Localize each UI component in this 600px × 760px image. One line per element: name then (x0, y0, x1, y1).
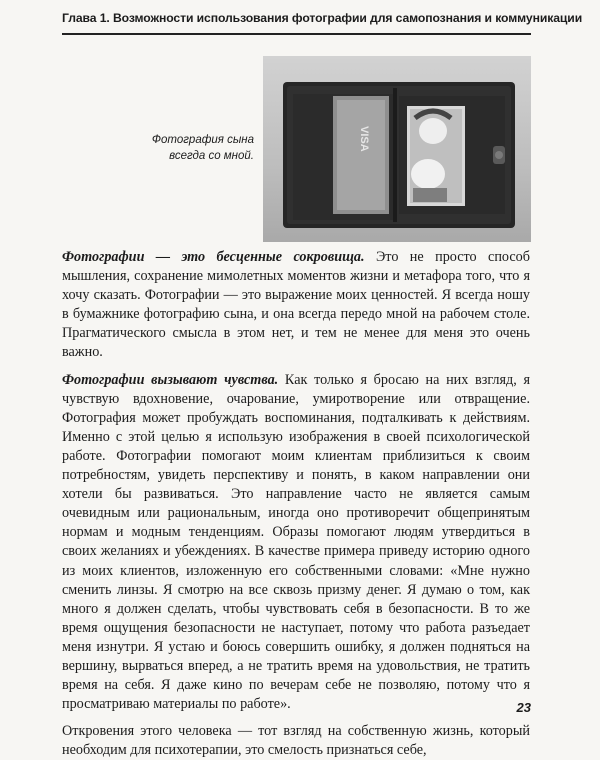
visa-logo: VISA (358, 126, 370, 152)
running-header: Глава 1. Возможности использования фотографии для самопознания и коммуникации (62, 11, 583, 25)
paragraph-1 (62, 248, 530, 363)
paragraph-3 (62, 722, 530, 760)
paragraph-2-text: Как только я бросаю на них взгляд, я чувствую вдохновение, очарование, умиротворение или отвращение. Фотография может пробуждать воспоминания, подталкивать к действиям. Именно с этой целью я использую изображения в своей психологической работе. Фотографии помогают моим клиентам приблизиться к своим потребностям, увидеть перспективу и понять, в каком направлении они хотели бы развиваться. Это направление часто не является самым очевидным или рациональным, иногда оно противоречит общепринятым нормам и модным тенденциям. Образы помогают людям утвердиться в своих желаниях и убеждениях. В качестве примера приведу историю одного из моих клиентов, изложенную его собственными словами: «Мне нужно сменить линзы. Я смотрю на все сквозь призму денег. Я думаю о том, как много я должен сделать, чтобы чувствовать себя в безопасности. В то же время ощущения безопасности не наступает, потому что работа разъедает меня изнутри. Я устаю и боюсь совершить ошибку, я должен подняться на вершину, вырваться вперед, а не тратить время на удовольствия, не тратить время на себя. Я даже кино по вечерам себе не позволяю, потому что я просматриваю материалы по работе». (62, 371, 531, 713)
paragraph-2 (62, 371, 530, 715)
paragraph-2-lead: Фотографии вызывают чувства. (62, 371, 279, 388)
wallet-illustration (263, 56, 531, 242)
page-number: 23 (516, 700, 531, 715)
paragraph-3-text: Откровения этого человека — тот взгляд на собственную жизнь, который необходим для психотерапии, это смелость признаться себе, (62, 723, 530, 759)
header-rule (62, 33, 531, 35)
photo-caption (62, 132, 254, 164)
caption-line-2: всегда со мной. (169, 150, 254, 162)
wallet-photo (263, 56, 531, 242)
body-text (62, 248, 530, 760)
paragraph-1-text: Это не просто способ мышления, сохранение мимолетных моментов жизни и метафора того, что я хочу сказать. Фотографии — это выражение моих ценностей. Я всегда ношу в бумажнике фотографию сына, и она всегда передо мной на рабочем столе. Прагматического смысла в этом нет, и тем не менее для меня это очень важно. (62, 249, 530, 361)
paragraph-1-lead: Фотографии — это бесценные сокровища. (62, 249, 365, 265)
caption-line-1: Фотография сына (151, 134, 254, 146)
